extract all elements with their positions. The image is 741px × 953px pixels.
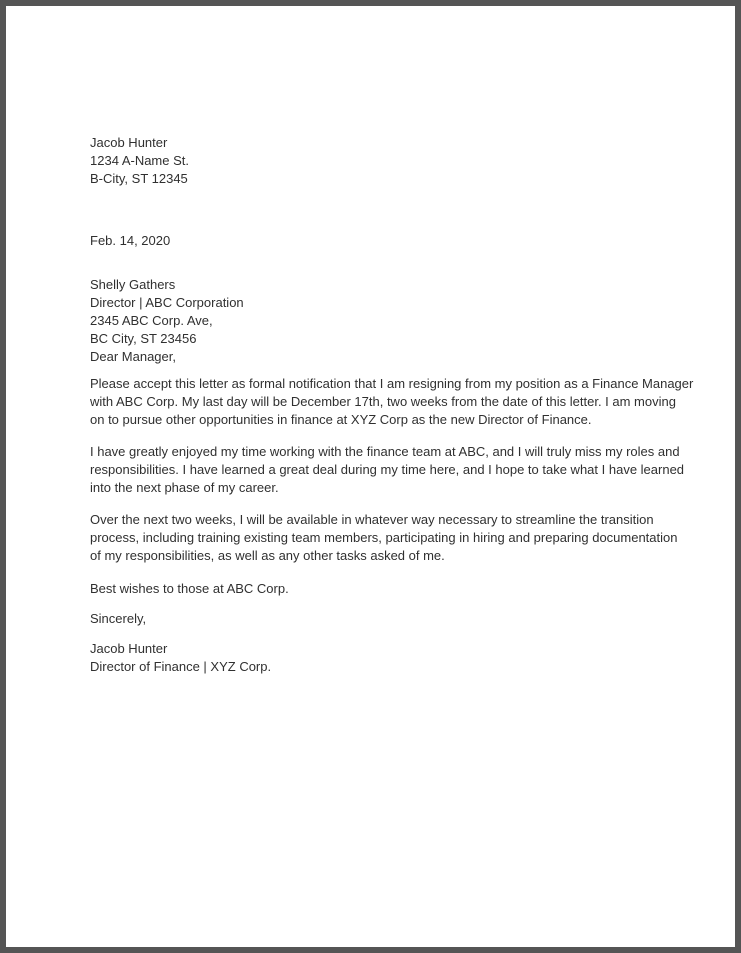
paragraph-line: with ABC Corp. My last day will be December 17th, two weeks from the date of this letter. I am moving (90, 394, 676, 409)
recipient-name: Shelly Gathers (90, 277, 176, 292)
date-text: Feb. 14, 2020 (90, 233, 171, 248)
paragraph-line: process, including training existing team members, participating in hiring and preparing documentation (90, 530, 678, 545)
recipient-block (90, 276, 695, 366)
body-paragraph-2 (90, 443, 695, 497)
paragraph-line: Over the next two weeks, I will be available in whatever way necessary to streamline the transition (90, 512, 654, 527)
paragraph-line: Please accept this letter as formal notification that I am resigning from my position as a Finance Manager (90, 376, 694, 391)
body-paragraph-1 (90, 375, 695, 429)
body-paragraph-3 (90, 511, 695, 565)
valediction (90, 610, 695, 628)
sender-address-line-1: 1234 A-Name St. (90, 153, 189, 168)
closing-line (90, 580, 695, 598)
paragraph-line: of my responsibilities, as well as any other tasks asked of me. (90, 548, 445, 563)
sender-block (90, 134, 695, 188)
valediction-text: Sincerely, (90, 611, 147, 626)
salutation: Dear Manager, (90, 349, 176, 364)
paragraph-line: I have greatly enjoyed my time working with the finance team at ABC, and I will truly miss my roles and (90, 444, 680, 459)
recipient-title: Director | ABC Corporation (90, 295, 244, 310)
recipient-address-line-2: BC City, ST 23456 (90, 331, 197, 346)
letter-content (6, 6, 735, 676)
paragraph-line: into the next phase of my career. (90, 480, 279, 495)
signature-name: Jacob Hunter (90, 641, 168, 656)
sender-address-line-2: B-City, ST 12345 (90, 171, 188, 186)
signature-block (90, 640, 695, 676)
date-line (90, 232, 695, 250)
closing-text: Best wishes to those at ABC Corp. (90, 581, 289, 596)
sender-name: Jacob Hunter (90, 135, 168, 150)
signature-title: Director of Finance | XYZ Corp. (90, 659, 272, 674)
recipient-address-line-1: 2345 ABC Corp. Ave, (90, 313, 213, 328)
paragraph-line: responsibilities. I have learned a great deal during my time here, and I hope to take what I have learned (90, 462, 685, 477)
paragraph-line: on to pursue other opportunities in finance at XYZ Corp as the new Director of Finance. (90, 412, 592, 427)
